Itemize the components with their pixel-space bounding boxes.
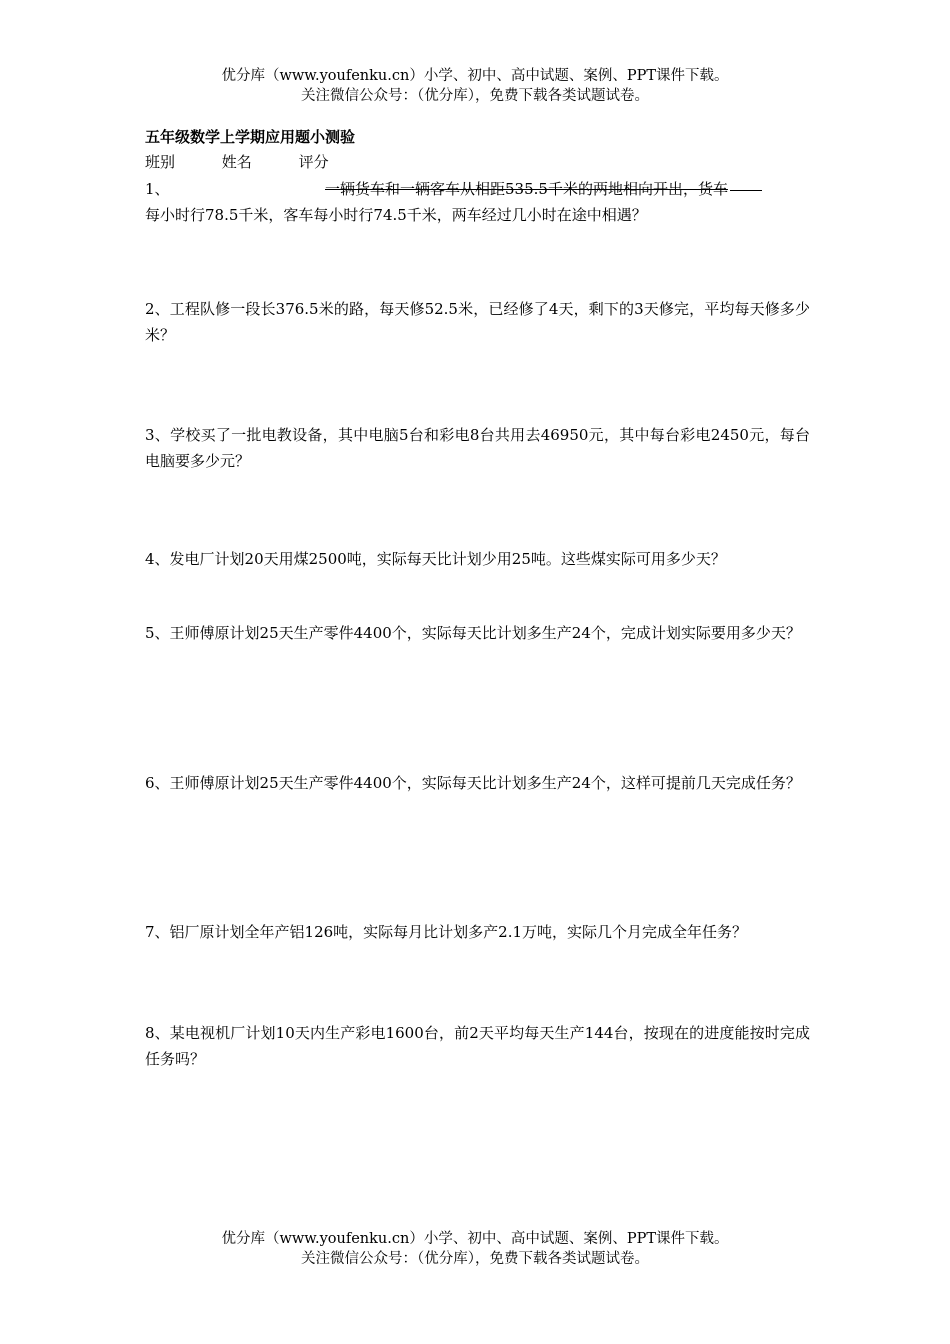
question-1-line-2: 每小时行78.5千米，客车每小时行74.5千米，两车经过几小时在途中相遇？ — [145, 206, 647, 224]
page-header — [0, 66, 950, 106]
footer-line-2: 关注微信公众号：（优分库），免费下载各类试题试卷。 — [301, 1251, 649, 1267]
question-1-number: 1、 — [145, 180, 170, 198]
question-8: 8、某电视机厂计划10天内生产彩电1600台，前2天平均每天生产144台，按现在的进度能按时完成任务吗？ — [145, 1024, 810, 1068]
student-info-row — [145, 152, 371, 172]
question-1-struck-text: 一辆货车和一辆客车从相距535.5千米的两地相向开出，货车 — [325, 180, 728, 198]
question-6: 6、王师傅原计划25天生产零件4400个，实际每天比计划多生产24个，这样可提前几天完成任务？ — [145, 774, 801, 792]
strike-line-tail — [730, 190, 762, 191]
page-footer — [0, 1229, 950, 1269]
name-label: 姓名 — [221, 153, 252, 171]
question-5: 5、王师傅原计划25天生产零件4400个，实际每天比计划多生产24个，完成计划实际要用多少天？ — [145, 624, 801, 642]
footer-line-1: 优分库（www.youfenku.cn）小学、初中、高中试题、案例、PPT课件下载。 — [221, 1231, 729, 1247]
score-label: 评分 — [298, 153, 329, 171]
class-label: 班别 — [145, 153, 176, 171]
question-2: 2、工程队修一段长376.5米的路，每天修52.5米，已经修了4天，剩下的3天修完，平均每天修多少米？ — [145, 300, 810, 344]
question-7: 7、铝厂原计划全年产铝126吨，实际每月比计划多产2.1万吨，实际几个月完成全年任务？ — [145, 923, 748, 941]
question-3: 3、学校买了一批电教设备，其中电脑5台和彩电8台共用去46950元，其中每台彩电2450元，每台电脑要多少元？ — [145, 426, 810, 470]
header-line-1: 优分库（www.youfenku.cn）小学、初中、高中试题、案例、PPT课件下载。 — [221, 68, 729, 84]
document-title: 五年级数学上学期应用题小测验 — [145, 128, 356, 146]
header-line-2: 关注微信公众号：（优分库），免费下载各类试题试卷。 — [301, 88, 649, 104]
question-1-line-1 — [145, 176, 810, 202]
question-4: 4、发电厂计划20天用煤2500吨，实际每天比计划少用25吨。这些煤实际可用多少天？ — [145, 550, 726, 568]
